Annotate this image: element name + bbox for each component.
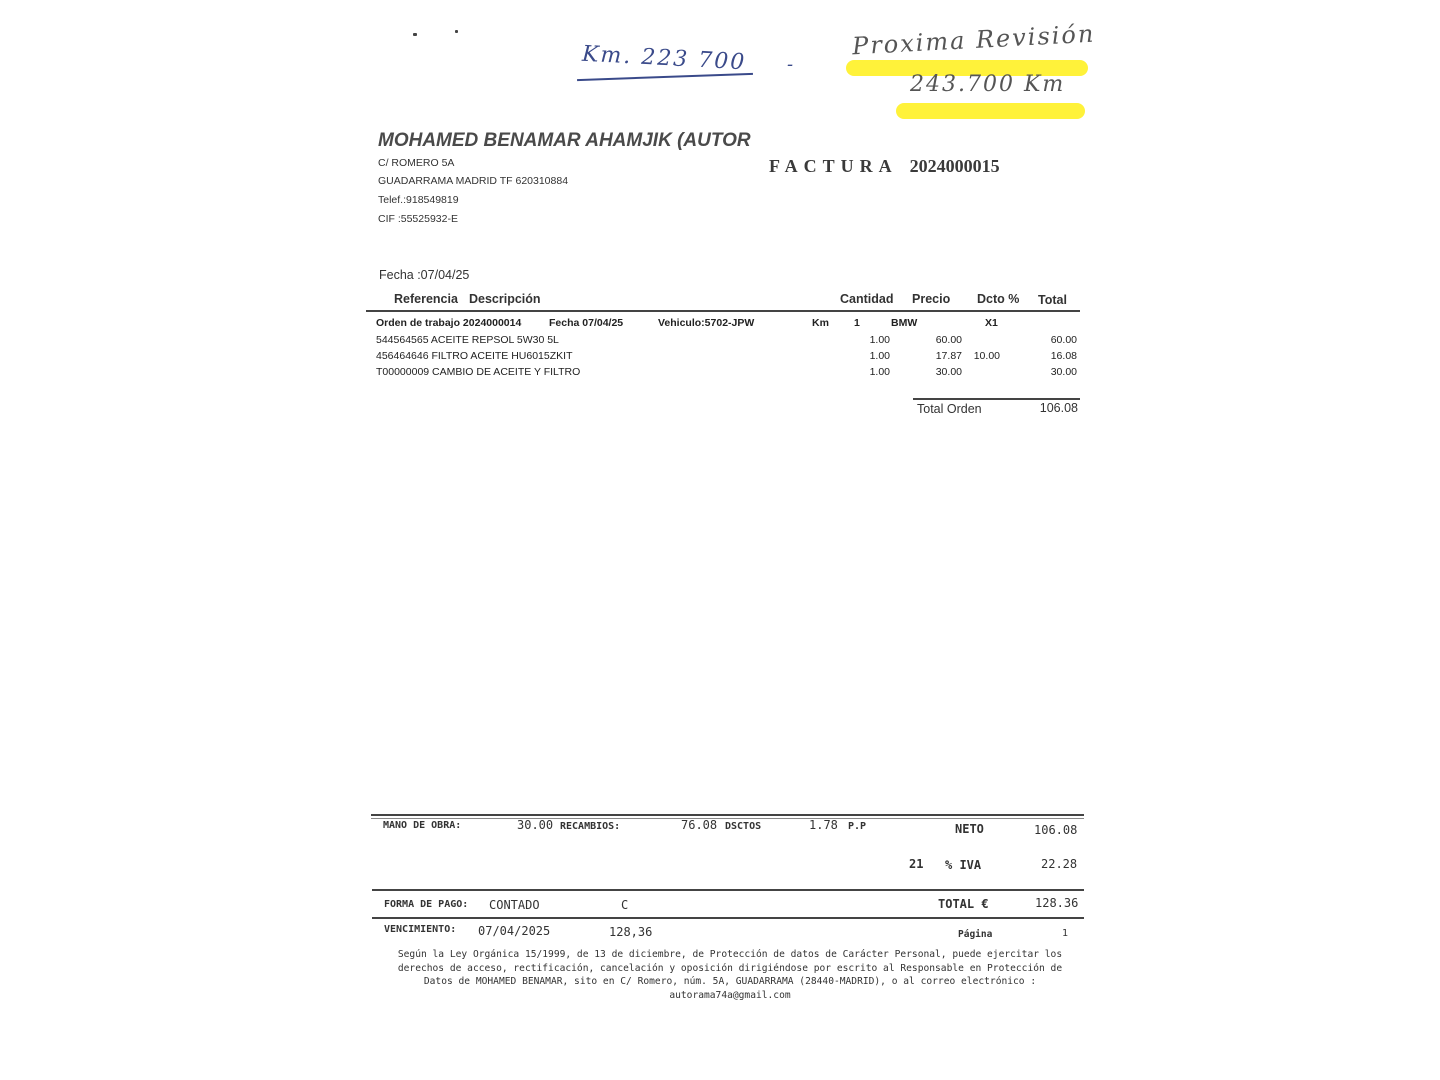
company-address: C/ ROMERO 5A [378, 157, 455, 169]
order-total-rule [913, 398, 1080, 400]
line-price: 17.87 [935, 350, 962, 362]
summary-neto-label: NETO [955, 822, 984, 836]
summary-mano-label: MANO DE OBRA: [383, 820, 462, 831]
col-referencia: Referencia [394, 292, 458, 306]
summary-mano-value: 30.00 [517, 818, 554, 832]
invoice-date: Fecha :07/04/25 [379, 268, 470, 282]
highlight-mark [896, 103, 1085, 119]
summary-rule-mid [372, 889, 1084, 891]
invoice-label: FACTURA [769, 156, 898, 176]
legal-line: derechos de acceso, rectificación, cancelación y oposición dirigiéndose por escrito al Responsable en Protección de [397, 962, 1063, 974]
order-km-label: Km [812, 317, 829, 329]
handwritten-km-current: Km. 223 700 [581, 41, 747, 76]
summary-dsctos-value: 1.78 [809, 818, 838, 832]
line-total: 30.00 [1050, 366, 1077, 378]
summary-iva-label: % IVA [945, 858, 982, 872]
line-total: 60.00 [1050, 334, 1077, 346]
summary-dsctos-label: DSCTOS [725, 821, 762, 832]
scan-speck [455, 30, 458, 33]
summary-pp-label: P.P [848, 821, 867, 832]
summary-iva-value: 22.28 [1041, 857, 1078, 871]
col-precio: Precio [912, 292, 951, 306]
order-km-value: 1 [854, 317, 860, 329]
col-total: Total [1038, 293, 1067, 307]
order-model: X1 [985, 317, 998, 329]
summary-pagina-value: 1 [1062, 928, 1069, 939]
company-cif: CIF :55525932-E [378, 213, 458, 225]
summary-rule-bottom [372, 917, 1084, 919]
summary-forma-code: C [621, 898, 629, 912]
col-cantidad: Cantidad [840, 292, 894, 306]
summary-recambios-value: 76.08 [681, 818, 718, 832]
legal-line: Datos de MOHAMED BENAMAR, sito en C/ Romero, núm. 5A, GUADARRAMA (28440-MADRID), o al correo electrónico : [423, 976, 1037, 987]
legal-line: Según la Ley Orgánica 15/1999, de 13 de diciembre, de Protección de datos de Carácter Personal, puede ejercitar los [397, 949, 1063, 960]
line-desc: 544564565 ACEITE REPSOL 5W30 5L [376, 334, 559, 346]
order-make: BMW [891, 317, 918, 329]
summary-rule-top [371, 814, 1084, 816]
summary-venc-label: VENCIMIENTO: [384, 924, 457, 935]
summary-venc-date: 07/04/2025 [478, 924, 551, 938]
legal-notice [370, 948, 1090, 1002]
summary-recambios-label: RECAMBIOS: [560, 821, 621, 832]
summary-iva-rate: 21 [909, 857, 924, 871]
line-price: 30.00 [935, 366, 962, 378]
summary-total-value: 128.36 [1035, 896, 1079, 910]
line-qty: 1.00 [869, 350, 890, 362]
summary-neto-value: 106.08 [1034, 823, 1078, 837]
line-desc: T00000009 CAMBIO DE ACEITE Y FILTRO [376, 366, 581, 378]
handwritten-next-review-label: Proxima Revisión [851, 19, 1096, 61]
col-descripcion: Descripción [469, 292, 541, 306]
line-price: 60.00 [935, 334, 962, 346]
line-qty: 1.00 [869, 366, 890, 378]
company-city: GUADARRAMA MADRID TF 620310884 [378, 175, 569, 187]
scan-speck [413, 33, 417, 36]
summary-forma-label: FORMA DE PAGO: [384, 899, 469, 910]
order-title: Orden de trabajo 2024000014 [376, 317, 522, 329]
summary-pagina-label: Página [958, 929, 993, 940]
summary-forma-value: CONTADO [489, 898, 540, 912]
order-vehicle: Vehiculo:5702-JPW [658, 317, 755, 329]
invoice-number: 2024000015 [909, 156, 1000, 176]
invoice-title [769, 156, 1000, 177]
line-dcto: 10.00 [973, 350, 1000, 362]
col-dcto: Dcto % [977, 292, 1020, 306]
company-name: MOHAMED BENAMAR AHAMJIK (AUTOR [378, 130, 751, 151]
summary-rule-top-thin [371, 818, 1084, 819]
legal-email: autorama74a@gmail.com [669, 989, 791, 1001]
order-total-label: Total Orden [917, 402, 982, 416]
line-desc: 456464646 FILTRO ACEITE HU6015ZKIT [376, 350, 573, 362]
handwritten-underline [577, 73, 753, 81]
summary-venc-amount: 128,36 [609, 925, 653, 939]
line-total: 16.08 [1050, 350, 1077, 362]
summary-total-label: TOTAL € [938, 897, 989, 911]
header-rule [366, 310, 1080, 312]
order-total-value: 106.08 [1039, 401, 1078, 415]
handwritten-dash: - [787, 54, 796, 75]
company-phone: Telef.:918549819 [378, 194, 459, 206]
line-qty: 1.00 [869, 334, 890, 346]
order-date: Fecha 07/04/25 [549, 317, 624, 329]
handwritten-next-review-km: 243.700 Km [910, 72, 1066, 97]
